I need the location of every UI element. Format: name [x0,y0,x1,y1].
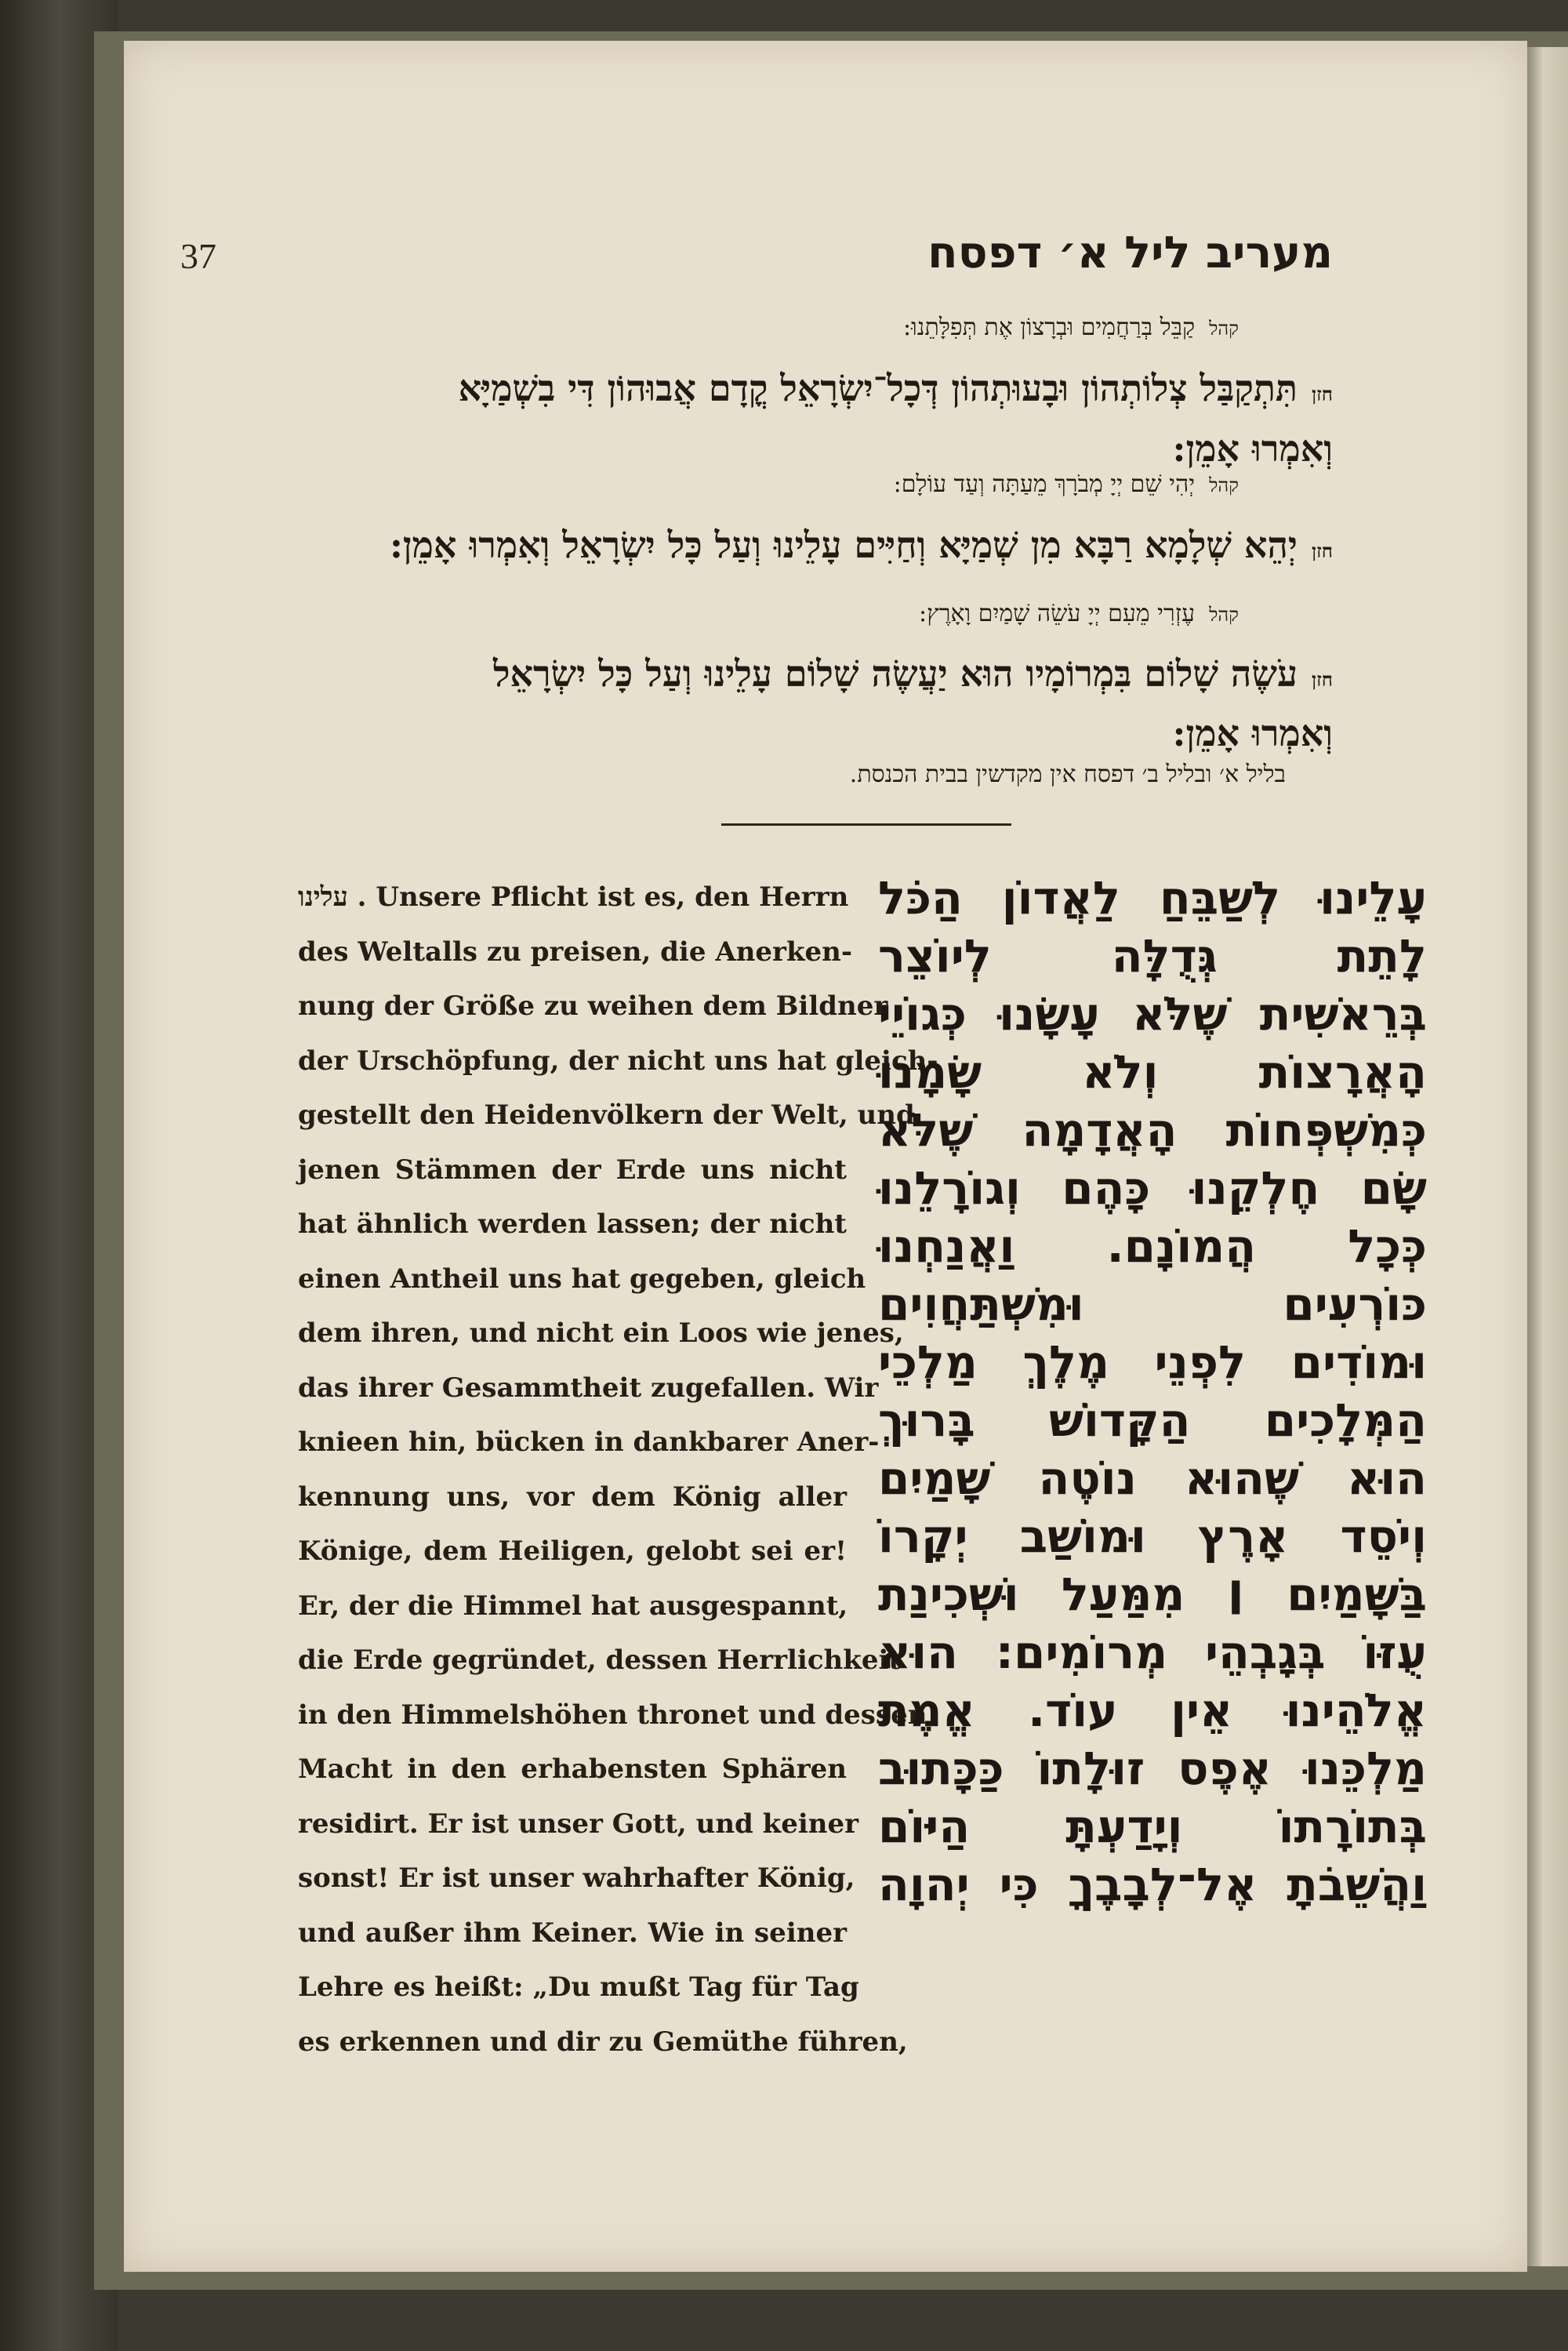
top-line-text: בליל א׳ ובליל ב׳ דפסח אין מקדשין בבית הכנסת. [849,761,1286,788]
german-line: Könige, dem Heiligen, gelobt sei er! [298,1535,847,1567]
top-line [298,367,1333,409]
top-line-text: וְאִמְרוּ אָמֵן: [1172,427,1333,470]
german-line: nung der Größe zu weihen dem Bildner [298,990,888,1022]
hebrew-line: וּמוֹדִים לִפְנֵי מֶלֶךְ מַלְכֵי [878,1335,1427,1389]
hebrew-line: בַּשָּׁמַיִם ׀ מִמַּעַל וּשְׁכִינַת [878,1568,1427,1621]
top-line-text: עֶזְרִי מֵעִם יְיָ עֹשֵׂה שָׁמַיִם וָאָרֶץ: [919,600,1196,627]
top-line [298,314,1239,341]
german-line: kennung uns, vor dem König aller [298,1481,847,1513]
german-line: jenen Stämmen der Erde uns nicht [298,1154,847,1186]
speaker-marker: קהל [1209,474,1239,496]
section-divider [721,823,1011,826]
top-line [298,712,1333,754]
hebrew-line: הוּא שֶׁהוּא נוֹטֶה שָׁמַיִם [878,1452,1427,1505]
speaker-marker: קהל [1209,604,1239,626]
speaker-marker: חזן [1311,668,1333,691]
german-line: das ihrer Gesammtheit zugefallen. Wir [298,1372,879,1404]
german-line: des Weltalls zu preisen, die Anerken- [298,936,852,968]
german-line: in den Himmelshöhen thronet und dessen [298,1699,927,1731]
hebrew-line: בְּרֵאשִׁית שֶׁלֹּא עָשָׂנוּ כְּגוֹיֵי [878,987,1427,1041]
german-line: knieen hin, bücken in dankbarer Aner- [298,1426,880,1458]
top-line-text: וְאִמְרוּ אָמֵן: [1172,712,1333,754]
speaker-marker: חזן [1311,383,1333,405]
hebrew-line: עֻזּוֹ בְּגָבְהֵי מְרוֹמִים: הוּא [878,1626,1427,1679]
top-line [298,427,1333,470]
top-line-text: קַבֵּל בְּרַחֲמִים וּבְרָצוֹן אֶת תְּפִלָּתֵנוּ: [903,314,1196,341]
top-line-text: עֹשֶׂה שָׁלוֹם בִּמְרוֹמָיו הוּא יַעֲשֶׂה שָׁלוֹם עָלֵינוּ וְעַל כָּל יִשְׂרָאֵל [492,652,1298,695]
hebrew-line: כּוֹרְעִים וּמִשְׁתַּחֲוִים [878,1277,1427,1331]
hebrew-line: הָאֲרָצוֹת וְלֹא שָׂמָנוּ [878,1045,1427,1099]
top-line [298,471,1239,498]
hebrew-line: הַמְּלָכִים הַקָּדוֹשׁ בָּרוּךְ [878,1394,1427,1447]
german-line: hat ähnlich werden lassen; der nicht [298,1208,847,1240]
top-line-text: יְהִי שֵׁם יְיָ מְבֹרָךְ מֵעַתָּה וְעַד עוֹלָם: [893,471,1196,498]
german-translation-column [298,870,938,2069]
german-line: der Urschöpfung, der nicht uns hat gleich- [298,1045,938,1077]
german-line: Er, der die Himmel hat ausgespannt, [298,1590,848,1622]
top-line [298,524,1333,566]
page-title: מעריב ליל א׳ דפסח [927,227,1333,278]
german-line: gestellt den Heidenvölkern der Welt, und [298,1099,915,1131]
hebrew-line: וְיֹסֵד אָרֶץ וּמוֹשַׁב יְקָרוֹ [878,1510,1427,1563]
hebrew-line: מַלְכֵּנוּ אֶפֶס זוּלָתוֹ כַּכָּתוּב [878,1742,1427,1795]
german-line: sonst! Er ist unser wahrhafter König, [298,1862,855,1894]
top-line-text: תִּתְקַבַּל צְלוֹתְהוֹן וּבָעוּתְהוֹן דְּכָל־יִשְׂרָאֵל קֳדָם אֲבוּהוֹן דִּי בִשְׁמַיָּא [458,367,1298,409]
speaker-marker: חזן [1311,540,1333,562]
hebrew-line: כְּמִשְׁפְּחוֹת הָאֲדָמָה שֶׁלֹּא [878,1103,1427,1157]
german-line: dem ihren, und nicht ein Loos wie jenes, [298,1317,904,1349]
german-line: residirt. Er ist unser Gott, und keiner [298,1808,859,1840]
page-header [180,227,1333,306]
hebrew-line: שָׂם חֶלְקֵנוּ כָּהֶם וְגוֹרָלֵנוּ [878,1161,1427,1215]
hebrew-line: וַהֲשֵׁבֹתָ אֶל־לְבָבֶךָ כִּי יְהוָה [878,1858,1427,1911]
hebrew-line: עָלֵינוּ לְשַׁבֵּחַ לַאֲדוֹן הַכֹּל [878,871,1427,925]
top-line-text: יְהֵא שְׁלָמָא רַבָּא מִן שְׁמַיָּא וְחַיִּים עָלֵינוּ וְעַל כָּל יִשְׂרָאֵל וְאִמְרוּ אָמֵן: [389,524,1298,566]
german-line: die Erde gegründet, dessen Herrlichkeit [298,1644,902,1676]
speaker-marker: קהל [1209,318,1239,340]
german-line: Macht in den erhabensten Sphären [298,1753,847,1785]
top-line [298,761,1286,788]
top-line [298,600,1239,627]
german-line: Lehre es heißt: „Du mußt Tag für Tag [298,1971,859,2003]
german-line: עלינו . Unsere Pflicht ist es, den Herrn [298,881,849,913]
german-line: es erkennen und dir zu Gemüthe führen, [298,2026,908,2058]
hebrew-line: אֱלֹהֵינוּ אֵין עוֹד. אֱמֶת [878,1684,1427,1737]
hebrew-prayer-column [878,869,1427,1913]
next-page-edge [1527,47,1568,2266]
german-line: und außer ihm Keiner. Wie in seiner [298,1917,847,1949]
hebrew-line: כְּכָל הֲמוֹנָם. וַאֲנַחְנוּ [878,1219,1427,1273]
hebrew-line: בְּתוֹרָתוֹ וְיָדַעְתָּ הַיּוֹם [878,1800,1427,1853]
page-number: 37 [180,236,216,276]
top-line [298,652,1333,695]
german-line: einen Antheil uns hat gegeben, gleich [298,1263,866,1295]
hebrew-line: לָתֵת גְּדֻלָּה לְיוֹצֵר [878,929,1427,983]
